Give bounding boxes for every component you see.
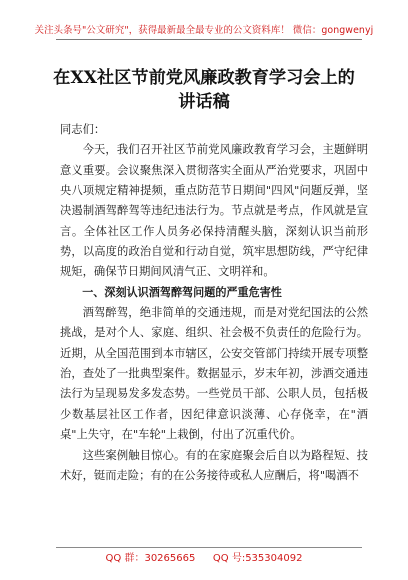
footer-qq-number: QQ 号:535304092 xyxy=(212,553,303,564)
footer-divider xyxy=(56,547,362,548)
greeting: 同志们： xyxy=(60,123,106,136)
document-title xyxy=(40,66,368,114)
title-line-2: 讲话稿 xyxy=(178,92,230,112)
section-heading-1: 一、深刻认识酒驾醉驾问题的严重危害性 xyxy=(82,285,282,299)
paragraph-intro: 今天，我们召开社区节前党风廉政教育学习会，主题鲜明意义重要。会议聚焦深入贯彻落实全面从严治党要求，巩固中央八项规定精神提频，重点防范节日期间"四风"问题反弹，坚决遏制酒驾醉驾等违纪违法行为。节点就是考点，作风就是宣言。全体社区工作人员务必保持清醒头脑，深刻认识当前形势，以高度的政治自觉和行动自觉，筑牢思想防线，严守纪律规矩，确保节日期间风清气正、文明祥和。 xyxy=(60,143,368,279)
header-divider xyxy=(56,39,362,40)
paragraph-2: 酒驾醉驾，绝非简单的交通违规，而是对党纪国法的公然挑战，是对个人、家庭、组织、社会极不负责任的危险行为。近期，从全国范围到本市辖区，公安交管部门持续开展专项整治，查处了一批典型案件。数据显示，岁末年初，涉酒交通违法行为呈现易发多发态势。一些党员干部、公职人员，包括极少数基层社区工作者，因纪律意识淡薄、心存侥幸，在"酒桌"上失守，在"车轮"上栽倒，付出了沉重代价。 xyxy=(60,306,368,442)
title-line-1: 在XX社区节前党风廉政教育学习会上的 xyxy=(53,68,355,88)
footer-contact xyxy=(0,549,408,564)
footer-qq-group: QQ 群：30265665 xyxy=(105,553,196,564)
document-body xyxy=(60,120,368,486)
header-banner: 关注头条号"公文研究"，获得最新最全最专业的公文资料库！ 微信：gongwenyj xyxy=(34,25,374,36)
paragraph-3: 这些案例触目惊心。有的在家庭聚会后自以为路程短、技术好，铤而走险；有的在公务接待或私人应酬后，将"喝酒不 xyxy=(60,448,368,482)
